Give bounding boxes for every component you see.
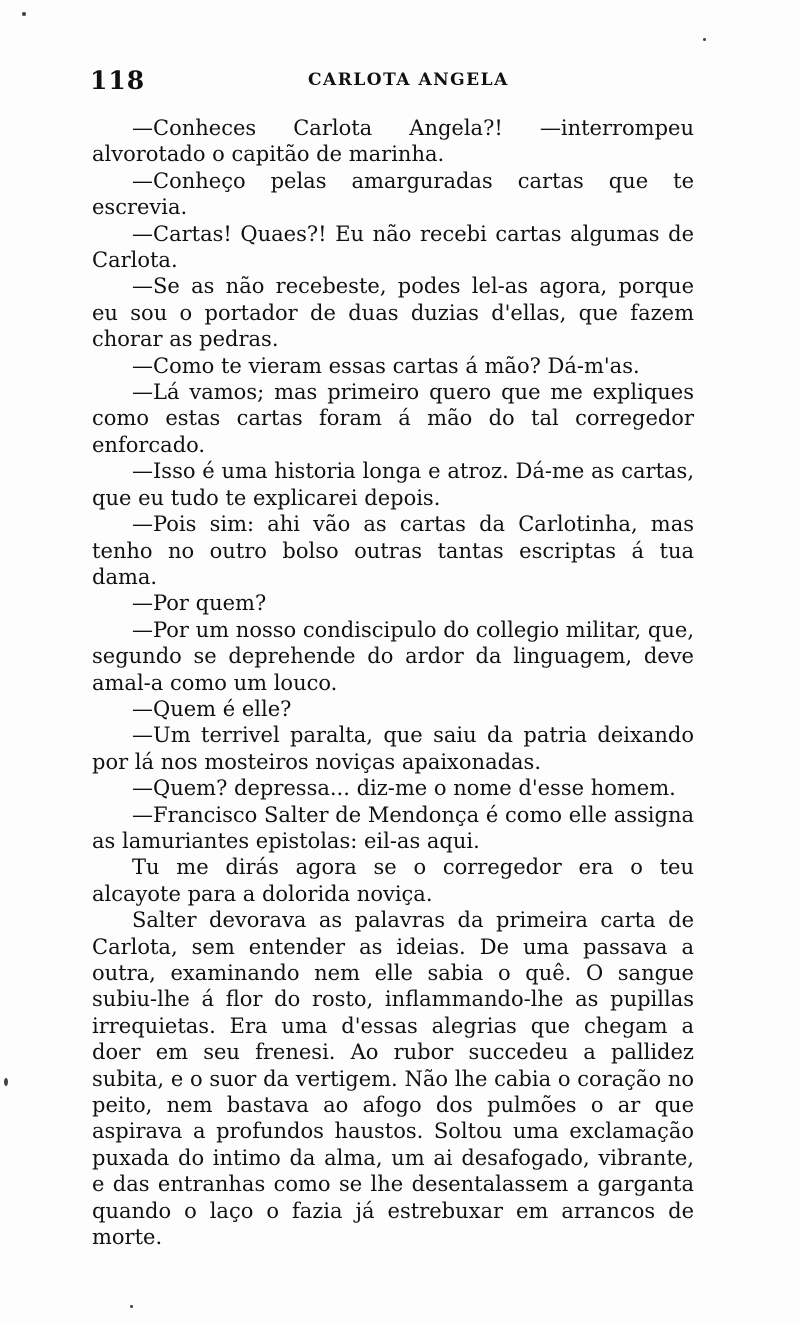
scan-speck [703,38,706,41]
paragraph: —Isso é uma historia longa e atroz. Dá-me as cartas, que eu tudo te explicarei depois. [92,459,694,510]
page-number: 118 [90,66,146,95]
paragraph: —Como te vieram essas cartas á mão? Dá-m'as. [132,353,640,378]
running-title: CARLOTA ANGELA [308,70,509,90]
paragraph: —Francisco Salter de Mendonça é como elle assigna as lamuriantes epistolas: eil-as aqui. [92,802,694,853]
paragraph: —Pois sim: ahi vão as cartas da Carlotinha, mas tenho no outro bolso outras tantas escriptas á tua dama. [92,512,694,589]
paragraph: —Conheces Carlota Angela?! —interrompeu alvorotado o capitão de marinha. [92,116,694,167]
paragraph: —Cartas! Quaes?! Eu não recebi cartas algumas de Carlota. [92,221,694,273]
paragraph: Tu me dirás agora se o corregedor era o teu alcayote para a dolorida noviça. [92,855,694,906]
paragraph: —Conheço pelas amarguradas cartas que te escrevia. [92,168,694,220]
paragraph: Salter devorava as palavras da primeira carta de Carlota, sem entender as ideias. De uma passava a outra, examinando nem elle sabia o quê. O sangue subiu-lhe á flor do rosto, inflammando-lhe as pupillas irrequietas. Era uma d'essas alegrias que chegam a doer em seu frenesi. Ao rubor succedeu a pallidez subita, e o suor da vertigem. Não lhe cabia o coração no peito, nem bastava ao afogo dos pulmões o ar que aspirava a profundos haustos. Soltou uma exclamação puxada do intimo da alma, um ai desafogado, vibrante, e das entranhas como se lhe desentalassem a garganta quando o laço o fazia já estrebuxar em arrancos de morte. [92,908,694,1250]
paragraph: —Um terrivel paralta, que saiu da patria deixando por lá nos mosteiros noviças apaixonadas. [92,723,694,774]
scan-speck [130,1305,133,1308]
paragraph: —Se as não recebeste, podes lel-as agora, porque eu sou o portador de duas duzias d'ellas, que fazem chorar as pedras. [92,274,694,352]
paragraph: —Lá vamos; mas primeiro quero que me expliques como estas cartas foram á mão do tal corregedor enforcado. [92,380,694,457]
paragraph: —Quem é elle? [132,696,292,721]
scan-speck [4,1078,8,1086]
page-body [92,115,694,1250]
paragraph: —Quem? depressa... diz-me o nome d'esse homem. [132,776,676,801]
scan-speck [22,12,26,16]
paragraph: —Por um nosso condiscipulo do collegio militar, que, segundo se deprehende do ardor da linguagem, deve amal-a como um louco. [92,617,694,695]
paragraph: —Por quem? [132,591,267,616]
